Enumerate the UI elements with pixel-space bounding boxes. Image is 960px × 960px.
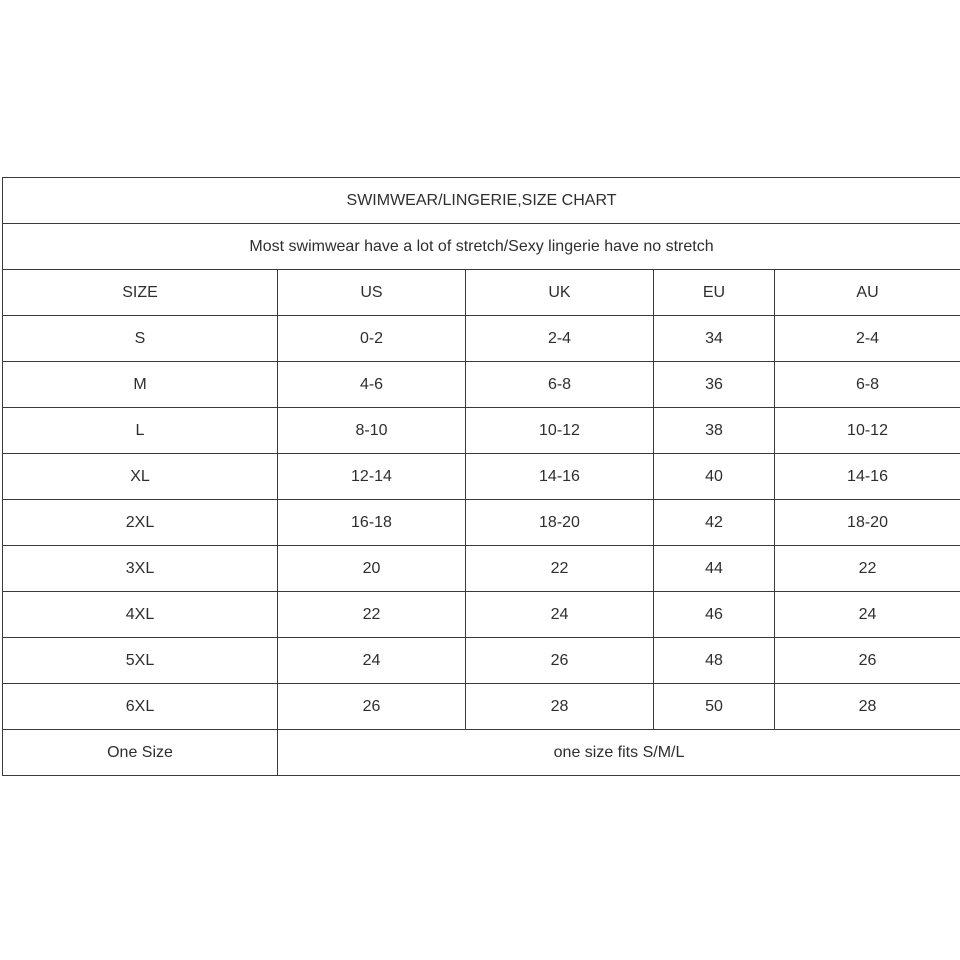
eu-cell: 34 (654, 316, 775, 362)
au-cell: 10-12 (775, 408, 960, 454)
table-row (3, 454, 960, 500)
au-cell: 6-8 (775, 362, 960, 408)
size-cell: 5XL (3, 638, 278, 684)
uk-cell: 28 (466, 684, 654, 730)
table-row (3, 316, 960, 362)
au-cell: 26 (775, 638, 960, 684)
table-row (3, 684, 960, 730)
column-header-size: SIZE (3, 270, 278, 316)
uk-cell: 6-8 (466, 362, 654, 408)
one-size-row (3, 730, 960, 776)
table-row (3, 362, 960, 408)
us-cell: 8-10 (278, 408, 466, 454)
us-cell: 26 (278, 684, 466, 730)
one-size-value: one size fits S/M/L (278, 730, 960, 776)
us-cell: 0-2 (278, 316, 466, 362)
au-cell: 2-4 (775, 316, 960, 362)
uk-cell: 10-12 (466, 408, 654, 454)
column-header-eu: EU (654, 270, 775, 316)
table-row (3, 546, 960, 592)
eu-cell: 42 (654, 500, 775, 546)
size-cell: L (3, 408, 278, 454)
au-cell: 22 (775, 546, 960, 592)
table-row (3, 500, 960, 546)
stretch-note: Most swimwear have a lot of stretch/Sexy lingerie have no stretch (3, 224, 960, 270)
size-cell: S (3, 316, 278, 362)
size-cell: 4XL (3, 592, 278, 638)
uk-cell: 14-16 (466, 454, 654, 500)
column-header-au: AU (775, 270, 960, 316)
size-cell: 3XL (3, 546, 278, 592)
title-row (3, 178, 960, 224)
eu-cell: 44 (654, 546, 775, 592)
au-cell: 24 (775, 592, 960, 638)
size-cell: XL (3, 454, 278, 500)
one-size-label: One Size (3, 730, 278, 776)
size-chart-table (2, 177, 960, 776)
uk-cell: 26 (466, 638, 654, 684)
column-header-us: US (278, 270, 466, 316)
us-cell: 22 (278, 592, 466, 638)
uk-cell: 18-20 (466, 500, 654, 546)
uk-cell: 22 (466, 546, 654, 592)
table-row (3, 408, 960, 454)
eu-cell: 48 (654, 638, 775, 684)
au-cell: 18-20 (775, 500, 960, 546)
size-cell: 6XL (3, 684, 278, 730)
uk-cell: 2-4 (466, 316, 654, 362)
chart-title: SWIMWEAR/LINGERIE,SIZE CHART (3, 178, 960, 224)
column-header-uk: UK (466, 270, 654, 316)
eu-cell: 36 (654, 362, 775, 408)
eu-cell: 50 (654, 684, 775, 730)
eu-cell: 46 (654, 592, 775, 638)
eu-cell: 40 (654, 454, 775, 500)
au-cell: 28 (775, 684, 960, 730)
uk-cell: 24 (466, 592, 654, 638)
us-cell: 12-14 (278, 454, 466, 500)
table-row (3, 638, 960, 684)
size-cell: M (3, 362, 278, 408)
au-cell: 14-16 (775, 454, 960, 500)
eu-cell: 38 (654, 408, 775, 454)
us-cell: 4-6 (278, 362, 466, 408)
us-cell: 24 (278, 638, 466, 684)
us-cell: 16-18 (278, 500, 466, 546)
header-row (3, 270, 960, 316)
table-row (3, 592, 960, 638)
note-row (3, 224, 960, 270)
size-cell: 2XL (3, 500, 278, 546)
us-cell: 20 (278, 546, 466, 592)
